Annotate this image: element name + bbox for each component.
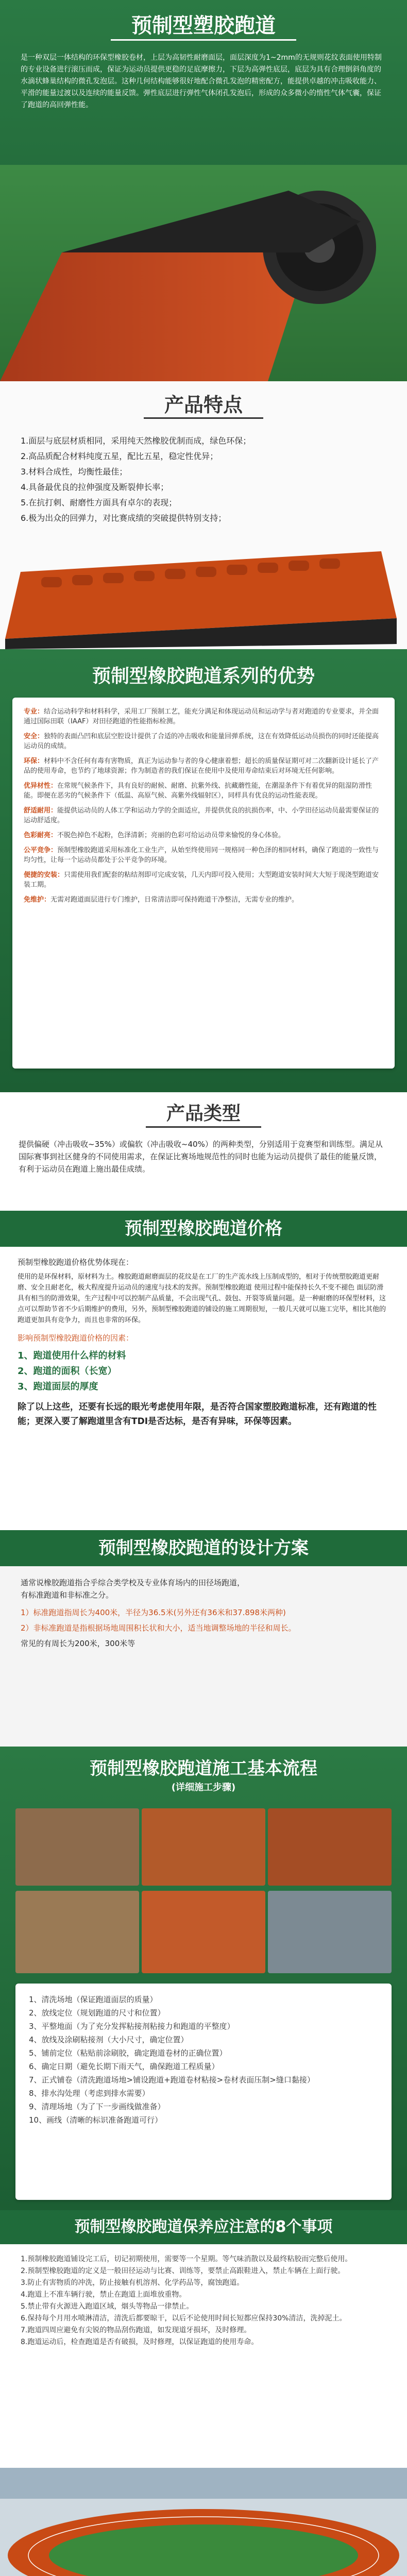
care-item: 8.跑道运动后，检查跑道是否有破损，及时修理，以保证跑道的使用寿命。 xyxy=(21,2338,259,2346)
hero-title: 预制型塑胶跑道 xyxy=(111,12,296,41)
design-p1: 通常说橡胶跑道指合乎综合类学校及专业体育场内的田径场跑道， xyxy=(21,1578,245,1587)
construction-photo xyxy=(268,1808,392,1886)
design-body xyxy=(0,1566,407,1650)
process-step: 2、放线定位（规划跑道的尺寸和位置） xyxy=(29,2008,165,2018)
design-p3: 1）标准跑道指周长为400米，半径为36.5米(另外还有36米和37.898米两种) xyxy=(21,1608,286,1617)
price-list-item: 1、跑道使用什么样的材料 xyxy=(18,1350,126,1361)
price-title: 预制型橡胶跑道价格 xyxy=(125,1218,282,1239)
feature-item: 5.在抗打刺、耐磨性方面具有卓尔的表现； xyxy=(21,498,177,507)
process-subtitle: (详细施工步骤) xyxy=(171,1782,236,1793)
care-item: 5.禁止带有火源进入跑道区域，烟头等物品一律禁止。 xyxy=(21,2302,194,2311)
design-p2: 有标准跑道和非标准之分。 xyxy=(21,1590,114,1600)
advantage-item xyxy=(24,806,383,825)
process-section xyxy=(0,1747,407,2210)
design-title: 预制型橡胶跑道的设计方案 xyxy=(98,1538,309,1558)
advantage-text: 无需对跑道面层进行专门维护，日常清洁即可保持跑道干净整洁，无需专业的维护。 xyxy=(50,896,299,904)
advantage-label: 色彩耐亮： xyxy=(24,832,58,839)
price-body xyxy=(0,1247,407,1429)
advantage-item xyxy=(24,707,383,726)
feature-item: 3.材料合成性，均衡性最佳； xyxy=(21,467,128,477)
advantage-text: 在常规气候条件下，具有良好的耐候、耐磨、抗紫外线、抗藏蘑性能，在潮湿条件下有着优异的阻湿防滑性能。即便在恶劣的气候条件下（低温、高原气候、高紫外线辐射区），同样具有优良的运动性能表现。 xyxy=(24,782,372,800)
construction-photo xyxy=(268,1891,392,1973)
hero-section xyxy=(0,0,407,381)
advantage-text: 预制型橡胶跑道采用标准化工业生产，从始至终使用同一规格同一种色泽的相同材料，确保了跑道的一致性与均匀性，让每一个运动员都处于公平竞争的环境。 xyxy=(24,846,379,864)
process-step: 1、清洗场地（保证跑道面层的质量） xyxy=(29,1995,158,2004)
process-step: 8、排水沟处理（考虑到排水需要） xyxy=(29,2089,150,2098)
care-item: 7.跑道四周应避免有尖锐的物品刮伤跑道，如发现道牙损坏，及时修理。 xyxy=(21,2326,251,2334)
advantage-text: 独特的表面凸凹和底层空腔设计提供了合适的冲击吸收和能量回弹系统，这在有效降低运动员损伤的同时还能提高运动员的成绩。 xyxy=(24,733,379,750)
care-item: 1.预制橡胶跑道铺设完工后，切记初期使用，需要等一个星期。等气味消散以及最终粘胶而完整后使用。 xyxy=(21,2255,352,2263)
advantage-text: 不脱色掉色不起粉，色泽清新；亮丽的色彩可给运动员带来愉悦的身心体验。 xyxy=(57,832,285,839)
advantage-item xyxy=(24,845,383,865)
advantage-item xyxy=(24,756,383,776)
features-section xyxy=(0,381,407,649)
advantages-card xyxy=(12,698,395,1069)
care-title-wrap xyxy=(0,2210,407,2244)
price-note: 除了以上这些，还要有长远的眼光考虑使用年限，是否符合国家塑胶跑道标准，还有跑道的性能；更深入要了解跑道里含有TDI是否达标，是否有异味，环保等因素。 xyxy=(18,1402,377,1427)
features-title-wrap xyxy=(0,381,407,419)
hero-title-wrap xyxy=(0,0,407,41)
construction-photo xyxy=(15,1808,139,1886)
price-p3: 影响预制型橡胶跑道价格的因素： xyxy=(18,1333,134,1343)
price-list-item: 2、跑道的面积（长宽） xyxy=(18,1366,117,1377)
advantages-section xyxy=(0,649,407,1092)
process-photo-grid xyxy=(15,1808,392,1973)
price-list xyxy=(18,1348,389,1395)
stadium-illustration xyxy=(0,2468,407,2576)
care-item: 2.预制型橡胶跑道的定义是一般田径运动与比赛、训练等，要禁止高跟鞋进入，禁止车辆在上面行驶。 xyxy=(21,2267,345,2275)
advantage-label: 专业： xyxy=(24,708,44,716)
advantage-text: 材料中不含任何有毒有害物质，真正为运动参与者的身心健康着想；超长的质量保证期可对二次翻新设计延长了产品的使用寿命，也节约了地球资源；作为制造者的我们保证在使用中及使用寿命结束后对环境无任何影响。 xyxy=(24,757,379,775)
features-title: 产品特点 xyxy=(144,393,263,419)
design-p5: 常见的有周长为200米，300米等 xyxy=(21,1639,135,1648)
process-step: 7、正式铺卷（清洗跑道场地>铺设跑道+跑道卷材粘接>卷材表面压制>缝口黏接） xyxy=(29,2075,315,2084)
process-step: 3、平整地面（为了充分发挥粘接剂粘接力和跑道的平整度） xyxy=(29,2022,235,2031)
process-steps xyxy=(15,1984,392,2200)
price-p2: 使用的是环保材料，原材料为土。橡胶跑道耐磨面层的花纹是在工厂的生产流水线上压制成型的，相对于传统塑胶跑道更耐磨、安全且耐老化，极大程度提升运动员的速度与技术的发挥。预制型橡胶跑道 使用过程中能保持长久不变不褪色 面层防滑具有相当的防滑效果，生产过程中可以控制产品质量，不会出现气孔、鼓包、开裂等质量问题。是一种耐磨的环保型材料，这点可以帮助节省不少后期维护的费用，另外，预制型橡胶跑道的铺设的施工周期很短，一般几天就可以施工完毕，相比其他的跑道更加具有竞争力，而且也非常的环保。 xyxy=(18,1273,386,1324)
construction-photo xyxy=(15,1891,139,1973)
advantage-label: 便捷的安装： xyxy=(24,871,64,879)
care-item: 3.防止有害物质的冲洗，防止接触有机溶剂、化学药品等，腐蚀跑道。 xyxy=(21,2279,244,2287)
advantage-label: 公平竞争： xyxy=(24,846,58,854)
features-list xyxy=(0,419,407,526)
types-section xyxy=(0,1092,407,1211)
advantages-title-wrap xyxy=(12,659,395,698)
process-step: 6、确定日期（避免长期下雨天气，确保跑道工程质量） xyxy=(29,2062,219,2071)
advantage-item xyxy=(24,831,383,840)
advantage-item xyxy=(24,870,383,890)
feature-item: 2.高品质配合材料纯度五星，配比五星，稳定性优异； xyxy=(21,451,218,461)
price-list-item: 3、跑道面层的厚度 xyxy=(18,1381,98,1392)
process-step: 10、画线（清晰的标识准备跑道可行） xyxy=(29,2115,163,2125)
care-section xyxy=(0,2210,407,2576)
process-step: 5、铺前定位（粘贴前涂刷胶，确定跑道卷材的正确位置） xyxy=(29,2048,227,2058)
care-item: 4.跑道上不准车辆行驶，禁止在跑道上面堆放重物。 xyxy=(21,2291,186,2299)
advantage-text: 能提供运动员的人体工学和运动力学的全面适应，并提供优良的抗损伤率，中、小学田径运动员最需要保证的运动舒适度。 xyxy=(24,807,379,824)
price-p1: 预制型橡胶跑道价格优势体现在： xyxy=(18,1258,134,1267)
price-title-wrap xyxy=(0,1211,407,1247)
advantage-item xyxy=(24,895,383,905)
care-title: 预制型橡胶跑道保养应注意的8个事项 xyxy=(74,2218,333,2236)
care-list xyxy=(0,2244,407,2348)
price-section xyxy=(0,1211,407,1530)
process-step: 4、放线及涂刷粘接剂（大小尺寸，确定位置） xyxy=(29,2035,189,2044)
process-title-wrap xyxy=(0,1747,407,1781)
advantage-label: 舒适耐用： xyxy=(24,807,58,815)
feature-item: 4.具备最优良的拉伸强度及断裂伸长率； xyxy=(21,482,169,492)
design-p4: 2）非标准跑道是指根据场地周围积长状和大小，适当地调整场地的半径和周长。 xyxy=(21,1623,296,1633)
process-subtitle-wrap xyxy=(0,1781,407,1795)
hero-intro: 是一种双层一体结构的环保型橡胶卷材，上层为高韧性耐磨面层，面层深度为1~2mm的无规则花纹表面使用特制的专业设备进行滚压而成，保证为运动员提供更稳的足底摩擦力，下层为高弹性底层，底层为具有合理倒斜角度的水滴状蜂巢结构的微孔发泡层。这种几何结构能够很好地配合微孔发泡的精密配方，能提供卓越的冲击吸收能力、平滑的能量过渡以及连续的能量反馈。弹性底层进行弹性气体闭孔发泡后，形成的众多微小的惰性气体气囊，保证了跑道的高回弹性能。 xyxy=(21,54,382,109)
advantage-item xyxy=(24,732,383,751)
types-text: 提供偏硬（冲击吸收~35%）或偏软（冲击吸收~40%）的两种类型，分别适用于竞赛型和训练型。满足从国际赛事到社区健身的不同使用需求，在保证比赛场地规范性的同时也能为运动员提供了最佳的能量反馈，有利于运动员在跑道上施出最佳成绩。 xyxy=(19,1140,383,1174)
advantage-label: 优异材性： xyxy=(24,782,58,790)
design-section xyxy=(0,1530,407,1747)
advantage-text: 只需使用我们配套的粘结剂即可完成安装，几天内即可投入使用；大型跑道安装时间大大短于现浇型跑道安装工期。 xyxy=(24,871,379,889)
care-item: 6.保持每个月用水喷淋清洁，清洗后都要晾干，以后不论使用时间长短都应保持30%清洁，洗掉泥土。 xyxy=(21,2314,347,2323)
construction-photo xyxy=(142,1808,265,1886)
advantage-label: 环保： xyxy=(24,757,44,765)
advantage-text: 结合运动科学和材料科学，采用工厂预制工艺，能充分满足和体现运动员和运动学与者对跑道的专业要求，并全面通过国际田联（IAAF）对田径跑道的性能指标检测。 xyxy=(24,708,379,725)
advantages-title: 预制型橡胶跑道系列的优势 xyxy=(92,666,315,687)
types-title-wrap xyxy=(0,1092,407,1128)
design-title-wrap xyxy=(0,1530,407,1566)
construction-photo xyxy=(142,1891,265,1973)
advantage-item xyxy=(24,781,383,801)
track-sample-image xyxy=(0,541,407,649)
advantage-label: 免维护： xyxy=(24,896,51,904)
feature-item: 1.面层与底层材质相同，采用纯天然橡胶优制而成，绿色环保； xyxy=(21,436,251,446)
process-step: 9、清理场地（为了下一步画线做准备） xyxy=(29,2102,165,2111)
process-title: 预制型橡胶跑道施工基本流程 xyxy=(90,1758,317,1779)
advantage-label: 安全： xyxy=(24,733,44,740)
types-title: 产品类型 xyxy=(146,1101,261,1128)
rolled-track-illustration xyxy=(0,165,407,381)
feature-item: 6.极为出众的回弹力，对比赛成绩的突破提供特别支持； xyxy=(21,513,227,523)
